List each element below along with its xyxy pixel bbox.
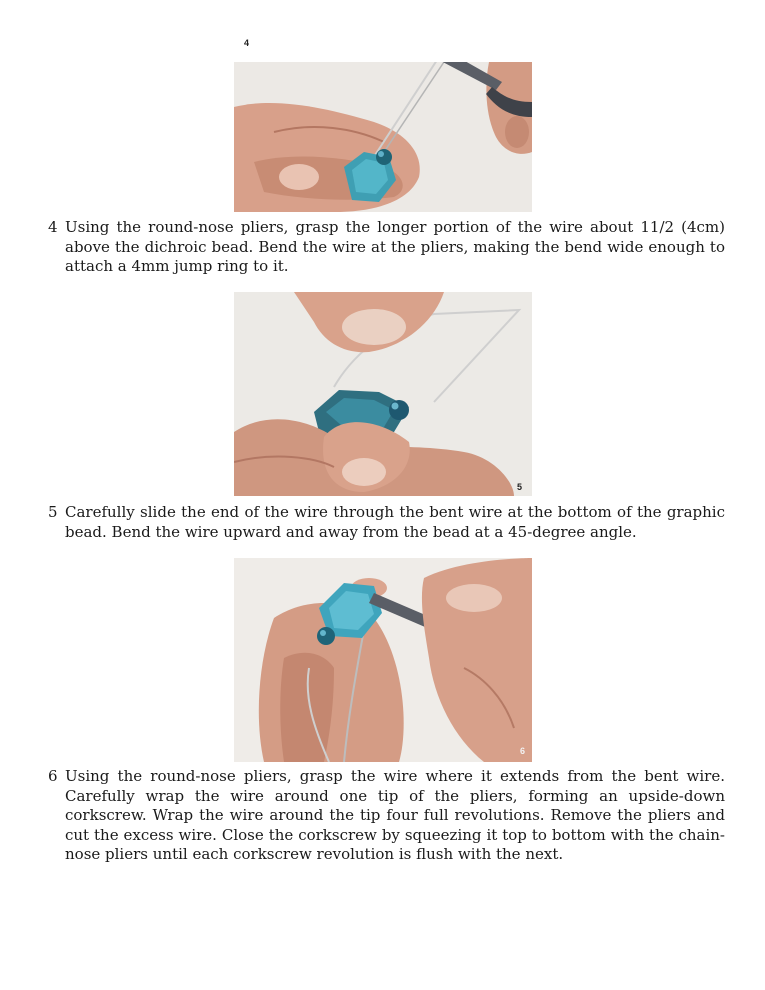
step-5 [48, 503, 725, 542]
step-text: Carefully slide the end of the wire through the bent wire at the bottom of the graphic bead. Bend the wire upward and away from the bead at a 45-degree angle. [65, 503, 725, 541]
step-text: Using the round-nose pliers, grasp the wire where it extends from the bent wire. Carefully wrap the wire around one tip of the pliers, forming an upside-down corkscrew. Wrap the wire around the tip four full revolutions. Remove the pliers and cut the excess wire. Close the corkscrew by squeezing it top to bottom with the chain-nose pliers until each corkscrew revolution is flush with the next. [65, 767, 725, 863]
step-4 [48, 218, 725, 277]
step-number: 5 [48, 503, 58, 521]
figure-6-label: 6 [520, 746, 526, 756]
step-text: Using the round-nose pliers, grasp the longer portion of the wire about 11/2 (4cm) above the dichroic bead. Bend the wire at the pliers, making the bend wide enough to attach a 4mm jump ring to it. [65, 218, 725, 275]
step-6-photo [234, 558, 532, 762]
step-number: 4 [48, 218, 58, 236]
step-number: 6 [48, 767, 58, 785]
step-5-photo [234, 292, 532, 496]
step-4-photo [234, 62, 532, 212]
figure-4-label: 4 [244, 38, 250, 48]
step-6 [48, 767, 725, 865]
figure-5-label: 5 [517, 482, 523, 492]
